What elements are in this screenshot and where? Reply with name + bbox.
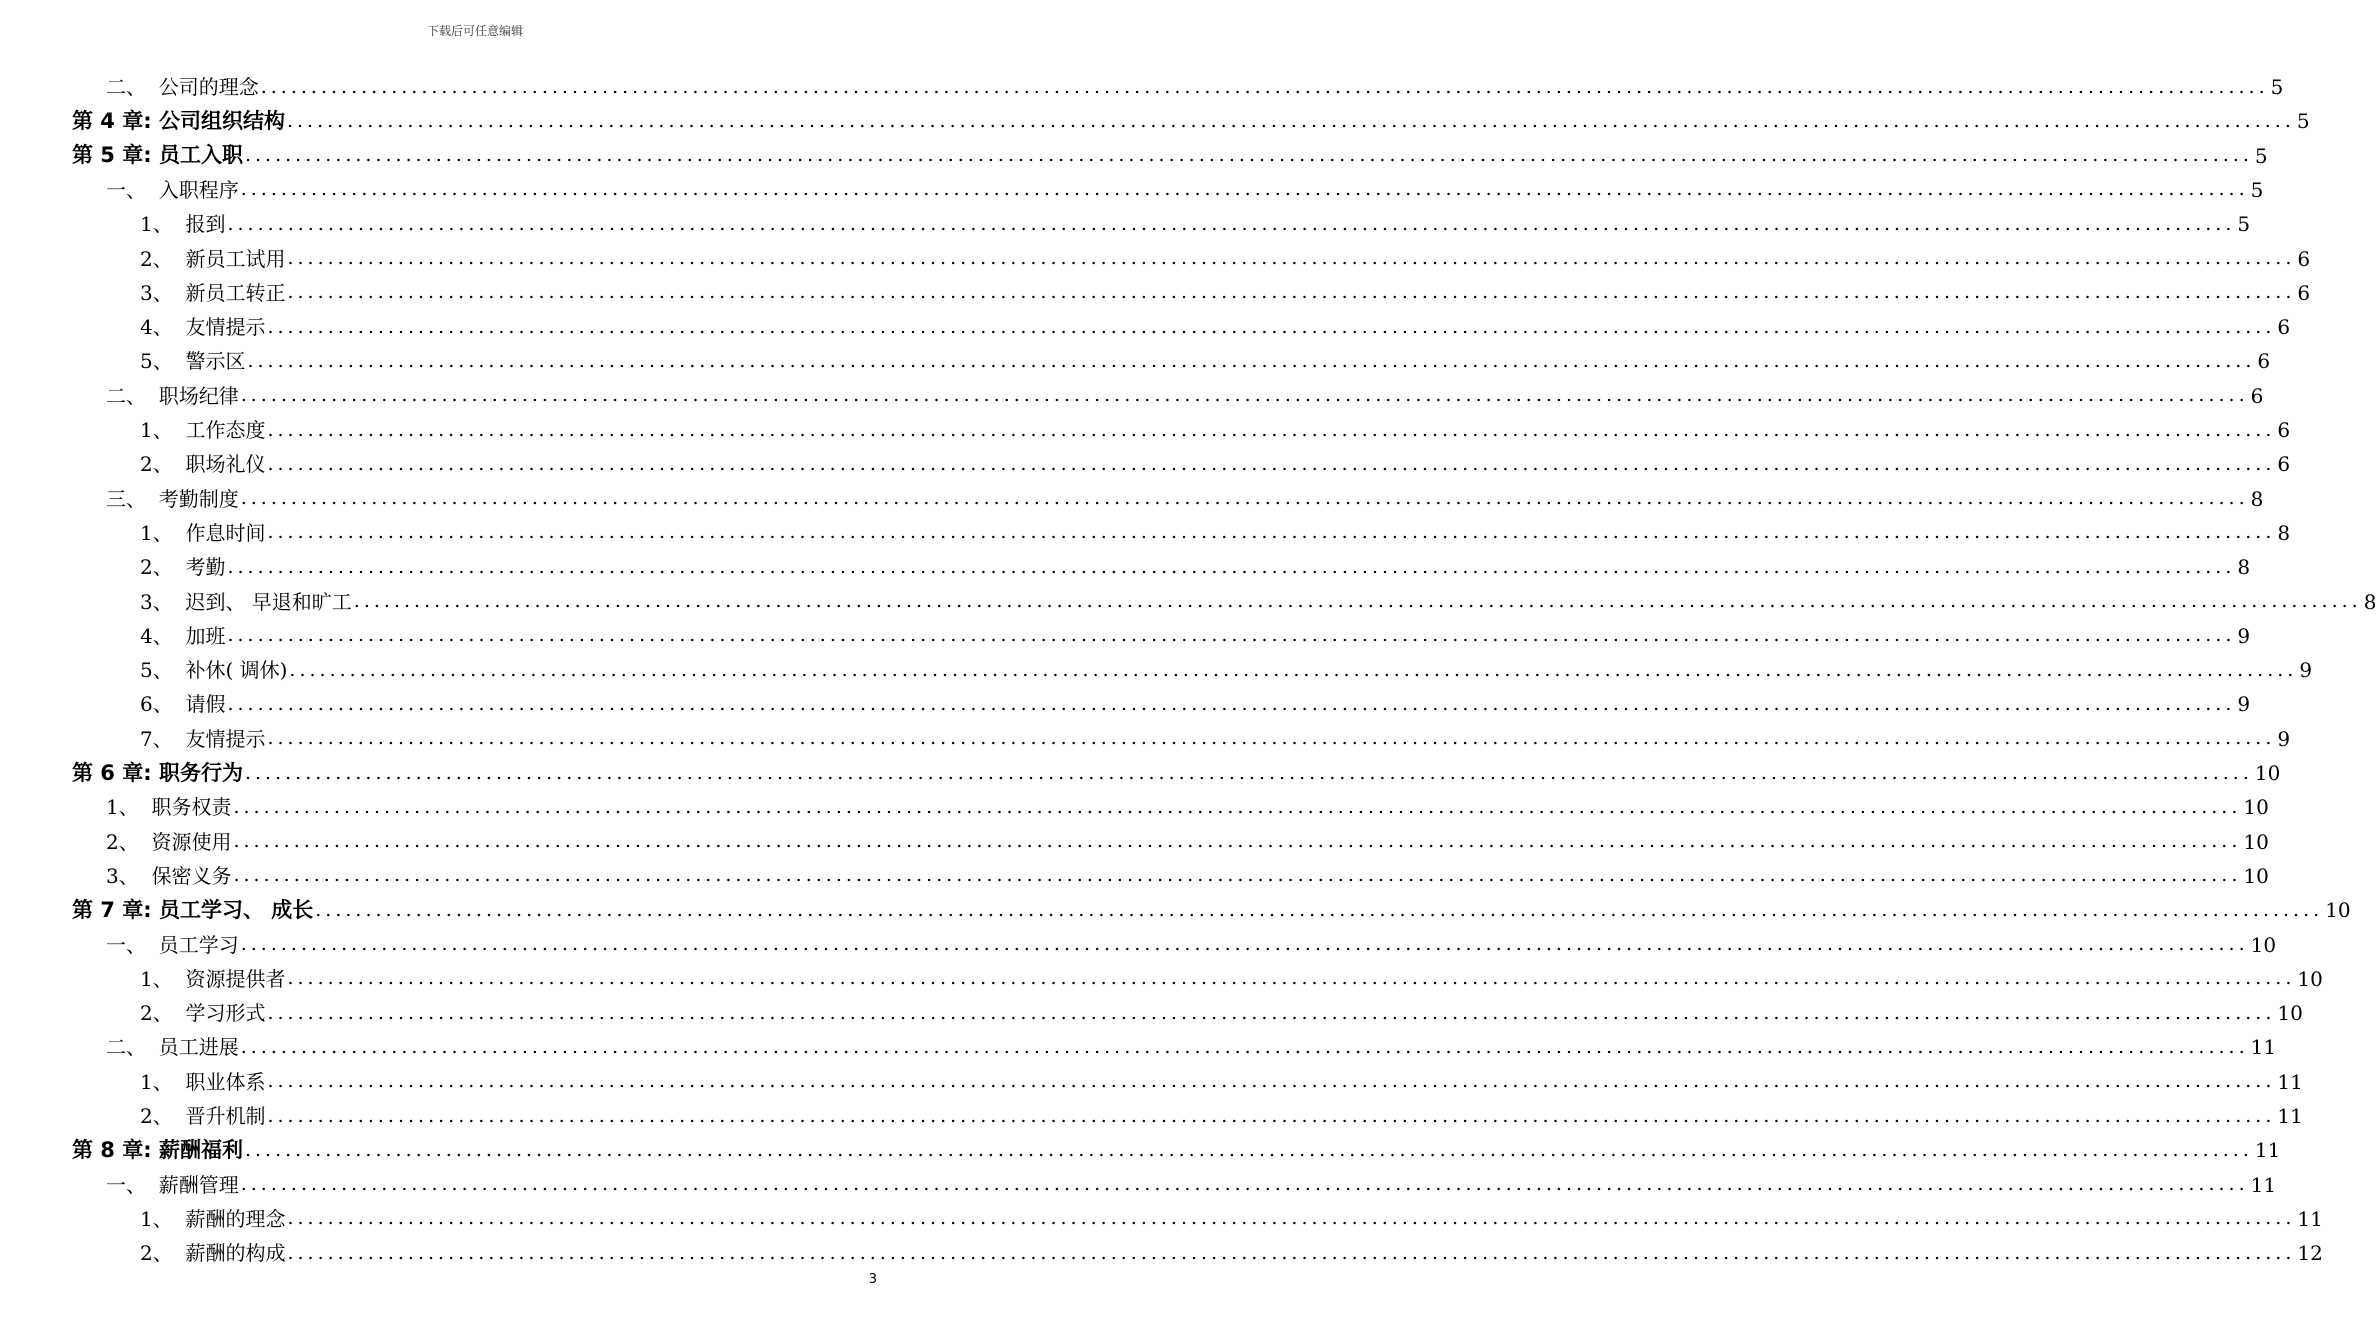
- toc-leader-dots: ........................................................................................................................................................................................................: [315, 898, 2324, 921]
- toc-entry-label: 第 7 章: 员工学习、 成长: [72, 897, 314, 922]
- toc-entry-label: 二、 员工进展: [106, 1035, 239, 1060]
- toc-leader-dots: ........................................................................................................................................................................................................: [244, 761, 2253, 784]
- toc-entry[interactable]: 2、 薪酬的构成 ........................................................................................................................................................................................................ 12: [140, 1241, 2323, 1266]
- toc-entry[interactable]: 2、 考勤 ........................................................................................................................................................................................................ 8: [140, 555, 2251, 580]
- toc-leader-dots: ........................................................................................................................................................................................................: [240, 487, 2249, 510]
- toc-entry-label: 二、 公司的理念: [106, 75, 259, 99]
- toc-entry-label: 3、 新员工转正: [140, 280, 286, 305]
- toc-entry[interactable]: 2、 职场礼仪 ........................................................................................................................................................................................................ 6: [140, 452, 2291, 477]
- toc-entry[interactable]: 1、 职务权责 ........................................................................................................................................................................................................ 10: [106, 795, 2269, 820]
- toc-entry[interactable]: 2、 资源使用 ........................................................................................................................................................................................................ 10: [106, 829, 2269, 854]
- toc-leader-dots: ........................................................................................................................................................................................................: [353, 590, 2362, 612]
- toc-leader-dots: ........................................................................................................................................................................................................: [247, 349, 2256, 372]
- toc-leader-dots: ........................................................................................................................................................................................................: [267, 1104, 2276, 1127]
- toc-leader-dots: ........................................................................................................................................................................................................: [227, 212, 2236, 235]
- toc-entry[interactable]: 1、 薪酬的理念 ........................................................................................................................................................................................................ 11: [140, 1206, 2323, 1231]
- toc-entry-label: 第 8 章: 薪酬福利: [72, 1137, 243, 1162]
- toc-entry[interactable]: 4、 加班 ........................................................................................................................................................................................................ 9: [140, 623, 2251, 648]
- toc-entry[interactable]: 7、 友情提示 ........................................................................................................................................................................................................ 9: [140, 726, 2291, 751]
- toc-leader-dots: ........................................................................................................................................................................................................: [240, 384, 2249, 407]
- toc-leader-dots: ........................................................................................................................................................................................................: [227, 692, 2236, 715]
- toc-leader-dots: ........................................................................................................................................................................................................: [267, 1001, 2276, 1024]
- toc-entry-label: 1、 报到: [140, 212, 226, 237]
- toc-entry-label: 1、 工作态度: [140, 418, 266, 442]
- toc-leader-dots: ........................................................................................................................................................................................................: [240, 1035, 2249, 1058]
- toc-leader-dots: ........................................................................................................................................................................................................: [260, 75, 2269, 98]
- toc-leader-dots: ........................................................................................................................................................................................................: [233, 864, 2242, 887]
- toc-entry[interactable]: 第 7 章: 员工学习、 成长 ........................................................................................................................................................................................................ 10: [72, 897, 2351, 923]
- toc-leader-dots: ........................................................................................................................................................................................................: [233, 795, 2242, 818]
- toc-entry[interactable]: 5、 警示区 ........................................................................................................................................................................................................ 6: [140, 349, 2271, 374]
- toc-entry-label: 4、 加班: [140, 623, 226, 648]
- toc-entry-label: 第 4 章: 公司组织结构: [72, 108, 285, 133]
- toc-entry-label: 1、 资源提供者: [140, 966, 286, 991]
- toc-leader-dots: ........................................................................................................................................................................................................: [287, 967, 2296, 990]
- toc-leader-dots: ........................................................................................................................................................................................................: [267, 418, 2276, 441]
- toc-entry-label: 5、 补休( 调休): [140, 658, 288, 683]
- toc-entry-label: 第 5 章: 员工入职: [72, 143, 243, 168]
- toc-leader-dots: ........................................................................................................................................................................................................: [244, 1138, 2253, 1161]
- toc-entry[interactable]: 5、 补休( 调休) ........................................................................................................................................................................................................ 9: [140, 658, 2313, 683]
- toc-entry[interactable]: 二、 职场纪律 ........................................................................................................................................................................................................ 6: [106, 383, 2264, 408]
- toc-entry[interactable]: 第 6 章: 职务行为 ........................................................................................................................................................................................................ 10: [72, 760, 2281, 785]
- toc-entry[interactable]: 1、 资源提供者 ........................................................................................................................................................................................................ 10: [140, 966, 2323, 991]
- toc-entry-label: 1、 薪酬的理念: [140, 1206, 286, 1231]
- toc-entry-label: 5、 警示区: [140, 349, 246, 374]
- toc-entry[interactable]: 第 5 章: 员工入职 ........................................................................................................................................................................................................ 5: [72, 143, 2268, 168]
- toc-entry[interactable]: 1、 工作态度 ........................................................................................................................................................................................................ 6: [140, 418, 2291, 442]
- toc-entry-label: 3、 迟到、 早退和旷工: [140, 589, 352, 614]
- toc-leader-dots: ........................................................................................................................................................................................................: [227, 555, 2236, 578]
- toc-entry[interactable]: 2、 晋升机制 ........................................................................................................................................................................................................ 11: [140, 1104, 2303, 1128]
- page-number: 3: [868, 1272, 877, 1287]
- toc-entry-label: 第 6 章: 职务行为: [72, 760, 243, 785]
- toc-entry-label: 一、 员工学习: [106, 932, 239, 957]
- toc-entry-label: 2、 资源使用: [106, 829, 232, 854]
- toc-leader-dots: ........................................................................................................................................................................................................: [287, 1241, 2296, 1264]
- toc-entry[interactable]: 6、 请假 ........................................................................................................................................................................................................ 9: [140, 692, 2251, 717]
- toc-entry-label: 2、 晋升机制: [140, 1104, 266, 1128]
- toc-entry-label: 2、 新员工试用: [140, 246, 286, 271]
- toc-entry[interactable]: 1、 作息时间 ........................................................................................................................................................................................................ 8: [140, 520, 2291, 545]
- toc-leader-dots: ........................................................................................................................................................................................................: [267, 521, 2276, 544]
- toc-leader-dots: ........................................................................................................................................................................................................: [287, 1207, 2296, 1230]
- toc-entry[interactable]: 一、 薪酬管理 ........................................................................................................................................................................................................ 11: [106, 1172, 2277, 1197]
- toc-entry[interactable]: 第 4 章: 公司组织结构 ........................................................................................................................................................................................................ 5: [72, 108, 2310, 134]
- toc-leader-dots: ........................................................................................................................................................................................................: [233, 830, 2242, 853]
- toc-entry-label: 1、 职务权责: [106, 795, 232, 820]
- toc-entry-label: 3、 保密义务: [106, 863, 232, 888]
- toc-entry-label: 二、 职场纪律: [106, 383, 239, 408]
- toc-leader-dots: ........................................................................................................................................................................................................: [287, 281, 2296, 304]
- toc-entry-label: 6、 请假: [140, 692, 226, 717]
- toc-leader-dots: ........................................................................................................................................................................................................: [240, 1173, 2249, 1196]
- toc-leader-dots: ........................................................................................................................................................................................................: [267, 452, 2276, 475]
- toc-leader-dots: ........................................................................................................................................................................................................: [286, 109, 2295, 132]
- toc-entry[interactable]: 二、 公司的理念 ........................................................................................................................................................................................................ 5: [106, 75, 2284, 99]
- toc-leader-dots: ........................................................................................................................................................................................................: [267, 1070, 2276, 1093]
- toc-entry[interactable]: 1、 报到 ........................................................................................................................................................................................................ 5: [140, 212, 2251, 237]
- toc-entry[interactable]: 3、 新员工转正 ........................................................................................................................................................................................................ 6: [140, 280, 2311, 305]
- toc-entry[interactable]: 三、 考勤制度 ........................................................................................................................................................................................................ 8: [106, 486, 2264, 511]
- toc-entry[interactable]: 2、 学习形式 ........................................................................................................................................................................................................ 10: [140, 1001, 2303, 1026]
- toc-entry-label: 2、 学习形式: [140, 1001, 266, 1026]
- toc-leader-dots: ........................................................................................................................................................................................................: [267, 315, 2276, 338]
- toc-entry-label: 2、 考勤: [140, 555, 226, 580]
- toc-leader-dots: ........................................................................................................................................................................................................: [227, 624, 2236, 647]
- toc-entry[interactable]: 3、 保密义务 ........................................................................................................................................................................................................ 10: [106, 863, 2269, 888]
- toc-leader-dots: ........................................................................................................................................................................................................: [289, 658, 2298, 681]
- toc-entry-label: 一、 薪酬管理: [106, 1172, 239, 1197]
- toc-entry[interactable]: 一、 入职程序 ........................................................................................................................................................................................................ 5: [106, 177, 2264, 202]
- toc-entry[interactable]: 第 8 章: 薪酬福利 ........................................................................................................................................................................................................ 11: [72, 1137, 2281, 1163]
- toc-leader-dots: ........................................................................................................................................................................................................: [244, 144, 2253, 167]
- toc-entry[interactable]: 3、 迟到、 早退和旷工 ........................................................................................................................................................................................................ 8: [140, 589, 2376, 614]
- toc-entry[interactable]: 二、 员工进展 ........................................................................................................................................................................................................ 11: [106, 1035, 2277, 1060]
- toc-leader-dots: ........................................................................................................................................................................................................: [240, 178, 2249, 201]
- toc-entry-label: 2、 职场礼仪: [140, 452, 266, 477]
- toc-leader-dots: ........................................................................................................................................................................................................: [267, 727, 2276, 750]
- toc-entry-label: 2、 薪酬的构成: [140, 1241, 286, 1266]
- toc-entry[interactable]: 1、 职业体系 ........................................................................................................................................................................................................ 11: [140, 1069, 2303, 1094]
- toc-entry-label: 1、 作息时间: [140, 520, 266, 545]
- toc-entry-label: 1、 职业体系: [140, 1069, 266, 1094]
- toc-entry[interactable]: 2、 新员工试用 ........................................................................................................................................................................................................ 6: [140, 246, 2311, 271]
- toc-entry[interactable]: 4、 友情提示 ........................................................................................................................................................................................................ 6: [140, 315, 2291, 340]
- toc-entry[interactable]: 一、 员工学习 ........................................................................................................................................................................................................ 10: [106, 932, 2277, 957]
- toc-entry-label: 7、 友情提示: [140, 726, 266, 751]
- page-header: 下载后可任意编辑: [426, 24, 523, 38]
- toc-entry-label: 一、 入职程序: [106, 177, 239, 202]
- toc-entry-label: 三、 考勤制度: [106, 486, 239, 511]
- toc-entry-label: 4、 友情提示: [140, 315, 266, 340]
- toc-leader-dots: ........................................................................................................................................................................................................: [287, 247, 2296, 269]
- toc-leader-dots: ........................................................................................................................................................................................................: [240, 933, 2249, 955]
